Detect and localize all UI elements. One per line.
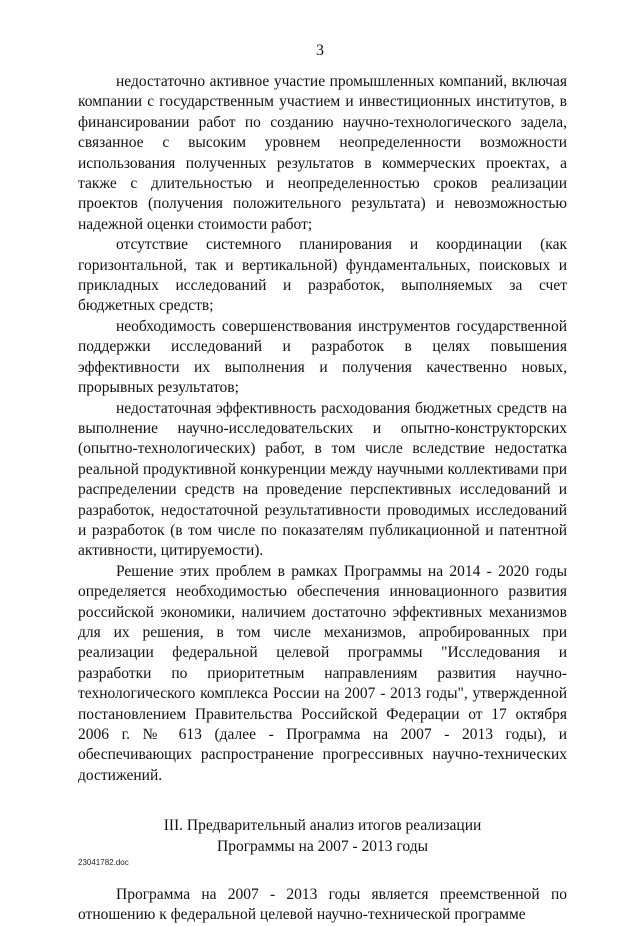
paragraph-2: отсутствие системного планирования и координации (как горизонтальной, так и вертикальной) фундаментальных, поисковых и прикладных исследований и разработок, выполняемых за счет бюджетных средств;: [78, 236, 567, 315]
section-heading-line-2: Программы на 2007 - 2013 годы: [217, 837, 428, 855]
section-heading-line-1: III. Предварительный анализ итогов реализации: [163, 817, 482, 835]
page-number: 3: [316, 42, 324, 59]
closing-paragraph: Программа на 2007 - 2013 годы является преемственной по отношению к федеральной целевой научно-технической программе: [78, 886, 567, 924]
file-name-footer: 23041782.doc: [78, 858, 129, 867]
document-body: [78, 72, 567, 926]
paragraph-1: недостаточно активное участие промышленных компаний, включая компании с государственным участием и инвестиционных институтов, в финансировании работ по созданию научно-технологического задела, связанное с высоким уровнем неопределенности возможности использования полученных результатов в коммерческих проектах, а также с длительностью и неопределенностью сроков реализации проектов (получения положительного результата) и невозможностью надежной оценки стоимости работ;: [78, 73, 567, 233]
paragraph-4: недостаточная эффективность расходования бюджетных средств на выполнение научно-исследовательских и опытно-конструкторских (опытно-технологических) работ, в том числе вследствие недостатка реальной продуктивной конкуренции между научными коллективами при распределении средств на проведение перспективных исследований и разработок, недостаточной результативности проводимых исследований и разработок (в том числе по показателям публикационной и патентной активности, цитируемости).: [78, 399, 567, 560]
paragraph-3: необходимость совершенствования инструментов государственной поддержки исследований и разработок в целях повышения эффективности их выполнения и получения качественно новых, прорывных результатов;: [78, 317, 567, 397]
section-heading: [78, 816, 567, 857]
paragraph-5: Решение этих проблем в рамках Программы на 2014 - 2020 годы определяется необходимостью обеспечения инновационного развития российской экономики, наличием достаточно эффективных механизмов для их решения, в том числе механизмов, апробированных при реализации федеральной целевой программы "Исследования и разработки по приоритетным направлениям развития научно-технологического комплекса России на 2007 - 2013 годы", утвержденной постановлением Правительства Российской Федерации от 17 октября 2006 г. № 613 (далее - Программа на 2007 - 2013 годы), и обеспечивающих распространение прогрессивных научно-технических достижений.: [78, 562, 567, 784]
